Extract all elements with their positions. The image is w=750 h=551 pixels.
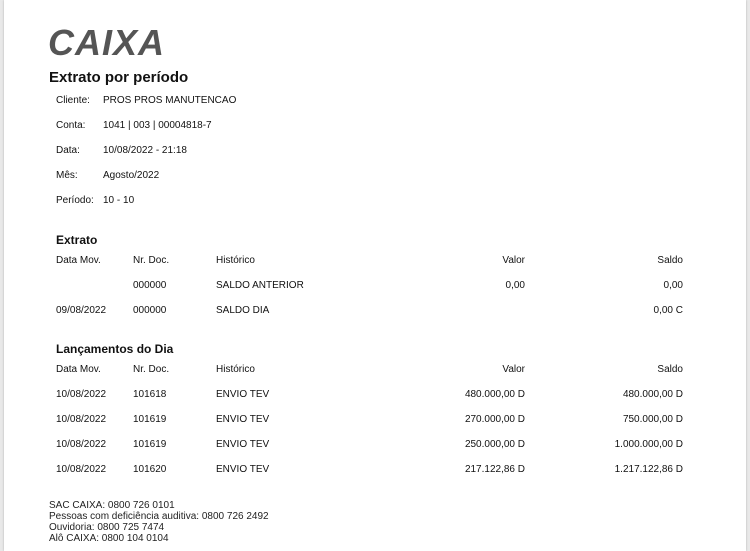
cell-saldo: 0,00 [663,280,683,291]
caixa-logo [48,22,184,62]
info-value: 10 - 10 [103,195,135,206]
column-header-hist: Histórico [216,255,255,266]
footer-line: SAC CAIXA: 0800 726 0101 [49,500,175,511]
cell-hist: ENVIO TEV [216,464,270,475]
cell-doc: 101618 [133,389,167,400]
cell-saldo: 750.000,00 D [622,414,683,425]
cell-hist: ENVIO TEV [216,439,270,450]
contact-footer [49,500,269,544]
cell-date: 09/08/2022 [56,305,107,316]
footer-line: Alô CAIXA: 0800 104 0104 [49,533,169,544]
column-header-hist: Histórico [216,364,255,375]
cell-hist: SALDO DIA [216,305,270,316]
cell-saldo: 1.217.122,86 D [614,464,683,475]
info-value: 1041 | 003 | 00004818-7 [103,120,212,131]
column-header-doc: Nr. Doc. [133,364,170,375]
page-title: Extrato por período [49,69,189,86]
footer-line: Pessoas com deficiência auditiva: 0800 726 2492 [49,511,269,522]
column-header-date: Data Mov. [56,364,101,375]
cell-doc: 101619 [133,439,167,450]
info-label: Período: [56,195,94,206]
cell-valor: 480.000,00 D [464,389,525,400]
cell-hist: ENVIO TEV [216,414,270,425]
info-value: PROS PROS MANUTENCAO [103,95,237,106]
column-header-saldo: Saldo [657,255,683,266]
cell-doc: 000000 [133,280,167,291]
cell-saldo: 1.000.000,00 D [614,439,683,450]
column-header-doc: Nr. Doc. [133,255,170,266]
info-value: Agosto/2022 [103,170,160,181]
statement-page [4,0,746,551]
column-header-valor: Valor [502,255,525,266]
column-header-valor: Valor [502,364,525,375]
info-label: Data: [56,145,80,156]
cell-date: 10/08/2022 [56,389,107,400]
info-label: Conta: [56,120,86,131]
cell-hist: SALDO ANTERIOR [216,280,304,291]
info-label: Cliente: [56,95,90,106]
cell-valor: 0,00 [505,280,525,291]
info-value: 10/08/2022 - 21:18 [103,145,187,156]
info-label: Mês: [56,170,78,181]
cell-doc: 101620 [133,464,167,475]
caixa-logo-text: CAIXA [48,22,166,62]
column-header-date: Data Mov. [56,255,101,266]
cell-saldo: 480.000,00 D [622,389,683,400]
cell-saldo: 0,00 C [653,305,683,316]
cell-valor: 250.000,00 D [464,439,525,450]
cell-date: 10/08/2022 [56,464,107,475]
cell-date: 10/08/2022 [56,439,107,450]
cell-valor: 217.122,86 D [464,464,525,475]
cell-doc: 101619 [133,414,167,425]
footer-line: Ouvidoria: 0800 725 7474 [49,522,165,533]
cell-doc: 000000 [133,305,167,316]
cell-valor: 270.000,00 D [464,414,525,425]
extrato-section-title: Extrato [56,233,98,247]
cell-hist: ENVIO TEV [216,389,270,400]
cell-date: 10/08/2022 [56,414,107,425]
lancamentos-section-title: Lançamentos do Dia [56,342,174,356]
column-header-saldo: Saldo [657,364,683,375]
